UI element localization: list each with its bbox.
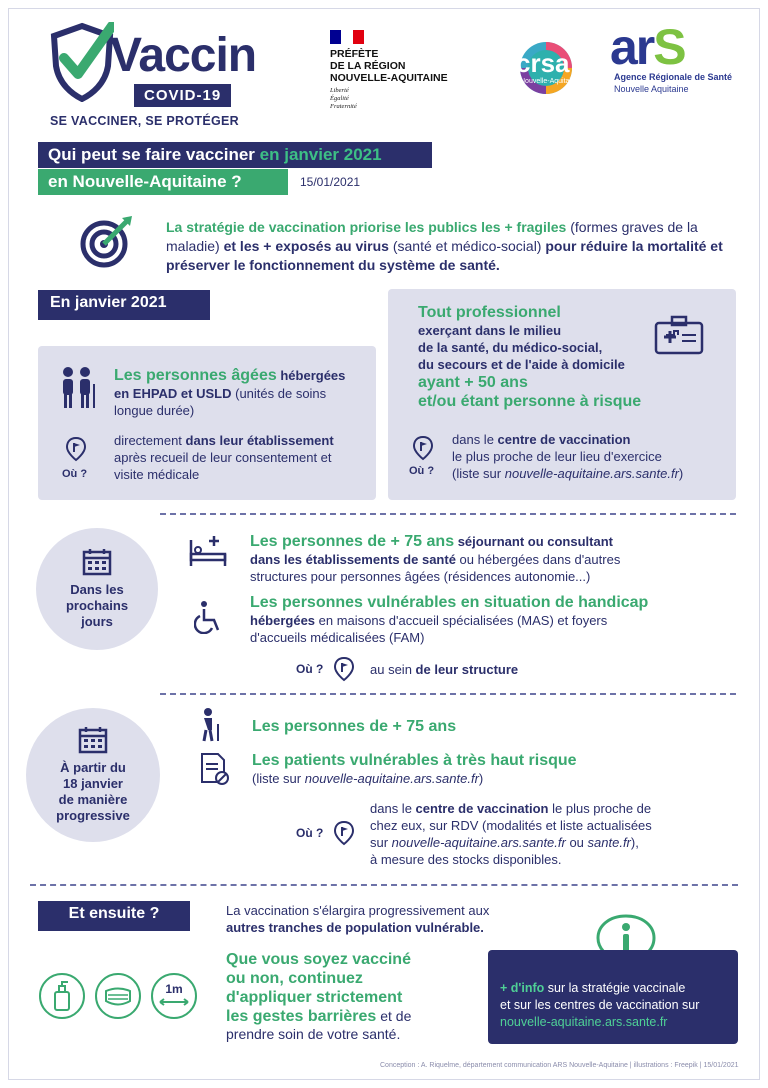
title-line-2: en Nouvelle-Aquitaine ?	[38, 169, 288, 195]
then-label: Et ensuite ?	[38, 901, 190, 931]
ars-sub1: Agence Régionale de Santé	[614, 72, 733, 82]
ars-word: arS	[610, 19, 685, 75]
january-label: En janvier 2021	[38, 290, 210, 320]
elderly-where-text: directement dans leur établissement après recueil de leur consentement et visite médicale	[114, 433, 334, 482]
strategy-text: La stratégie de vaccination priorise les publics les + fragiles (formes graves de la maladie) et les + exposés au virus (santé et médico-social) pour réduire la mortalité et préserver le fonctionnement du système de santé.	[166, 219, 723, 273]
divider	[30, 884, 738, 886]
from-18-item-2: Les patients vulnérables à très haut risque (liste sur nouvelle-aquitaine.ars.sante.fr)	[252, 752, 577, 786]
vaccin-covid-logo	[50, 22, 257, 132]
location-pin-icon	[333, 820, 355, 846]
hand-sanitizer-icon	[38, 972, 86, 1020]
info-box: + d'info sur la stratégie vaccinale et sur les centres de vaccination sur nouvelle-aquitaine.ars.sante.fr	[488, 950, 738, 1044]
then-text: La vaccination s'élargira progressivement aux autres tranches de population vulnérable.	[226, 903, 490, 935]
next-days-where: au sein de leur structure	[370, 662, 519, 677]
elderly-text: Les personnes âgées hébergées en EHPAD et USLD (unités de soins longue durée)	[114, 367, 346, 418]
professionals-where-text: dans le centre de vaccination le plus proche de leur lieu d'exercice (liste sur nouvelle-aquitaine.ars.sante.fr)	[452, 432, 684, 481]
target-icon	[80, 214, 134, 268]
from-18-circle: À partir du 18 janvier de manière progressive	[26, 708, 160, 842]
covid-badge: COVID-19	[134, 84, 231, 107]
face-mask-icon	[94, 972, 142, 1020]
distance-label: 1m	[165, 982, 183, 996]
location-pin-icon	[333, 656, 355, 682]
ars-sub2: Nouvelle Aquitaine	[614, 84, 689, 94]
check-shield-icon	[50, 22, 114, 102]
distance-icon	[150, 972, 198, 1020]
marianne-flag-icon	[330, 30, 364, 44]
slogan: SE VACCINER, SE PROTÉGER	[50, 114, 239, 128]
crsa-logo	[490, 30, 600, 110]
next-days-item-1: Les personnes de + 75 ans séjournant ou consultant dans les établissements de santé ou hébergées dans d'autres structures pour personnes âgées (résidences autonomie...)	[250, 533, 621, 584]
location-pin-icon	[65, 436, 87, 462]
crsa-word: crsa	[516, 48, 570, 78]
vaccin-word: Vaccin	[110, 29, 257, 82]
calendar-icon	[82, 548, 112, 576]
where-label: Où ?	[409, 465, 435, 477]
wheelchair-icon	[194, 600, 224, 634]
professionals-text: Tout professionnel exerçant dans le milieu de la santé, du médico-social, du secours et de l'aide à domicile ayant + 50 ans et/ou étant personne à risque	[418, 304, 642, 410]
info-link[interactable]: nouvelle-aquitaine.ars.sante.fr	[500, 1015, 668, 1029]
professionals-card	[388, 289, 736, 500]
from-18-item-1: Les personnes de + 75 ans	[252, 718, 457, 735]
from-18-where: dans le centre de vaccination le plus proche de chez eux, sur RDV (modalités et liste actualisées sur nouvelle-aquitaine.ars.sante.fr ou sante.fr), à mesure des stocks disponibles.	[370, 801, 652, 867]
where-label: Où ?	[296, 662, 324, 676]
next-days-item-2: Les personnes vulnérables en situation de handicap hébergées en maisons d'accueil spécialisées (MAS) et foyers d'accueils médicalisées (FAM)	[250, 594, 649, 645]
prefete-logo	[330, 30, 448, 111]
republic-motto: Liberté Égalité Fraternité	[330, 87, 357, 110]
hospital-bed-icon	[188, 534, 228, 568]
title-line-1: Qui peut se faire vacciner en janvier 2021	[38, 142, 432, 168]
prefete-title: PRÉFÈTE DE LA RÉGION NOUVELLE-AQUITAINE	[330, 48, 448, 84]
medical-case-icon	[654, 315, 704, 355]
elderly-couple-icon	[58, 366, 98, 410]
barrier-text: Que vous soyez vacciné ou non, continuez d'appliquer strictement les gestes barrières et de prendre soin de votre santé.	[226, 951, 412, 1042]
location-pin-icon	[412, 435, 434, 461]
ars-logo	[610, 19, 750, 114]
where-label: Où ?	[296, 826, 324, 840]
divider	[160, 513, 736, 515]
elderly-card	[38, 346, 376, 500]
crsa-sub: Nouvelle-Aquitaine	[520, 78, 579, 85]
medical-document-icon	[200, 752, 230, 786]
where-label: Où ?	[62, 468, 88, 480]
publication-date: 15/01/2021	[300, 175, 361, 189]
elderly-cane-icon	[198, 708, 224, 742]
calendar-icon	[78, 726, 108, 754]
next-days-circle: Dans les prochains jours	[36, 528, 158, 650]
divider	[160, 693, 736, 695]
footer-credits: Conception : A. Riquelme, département communication ARS Nouvelle-Aquitaine | illustrations : Freepik | 15/01/2021	[380, 1062, 739, 1069]
